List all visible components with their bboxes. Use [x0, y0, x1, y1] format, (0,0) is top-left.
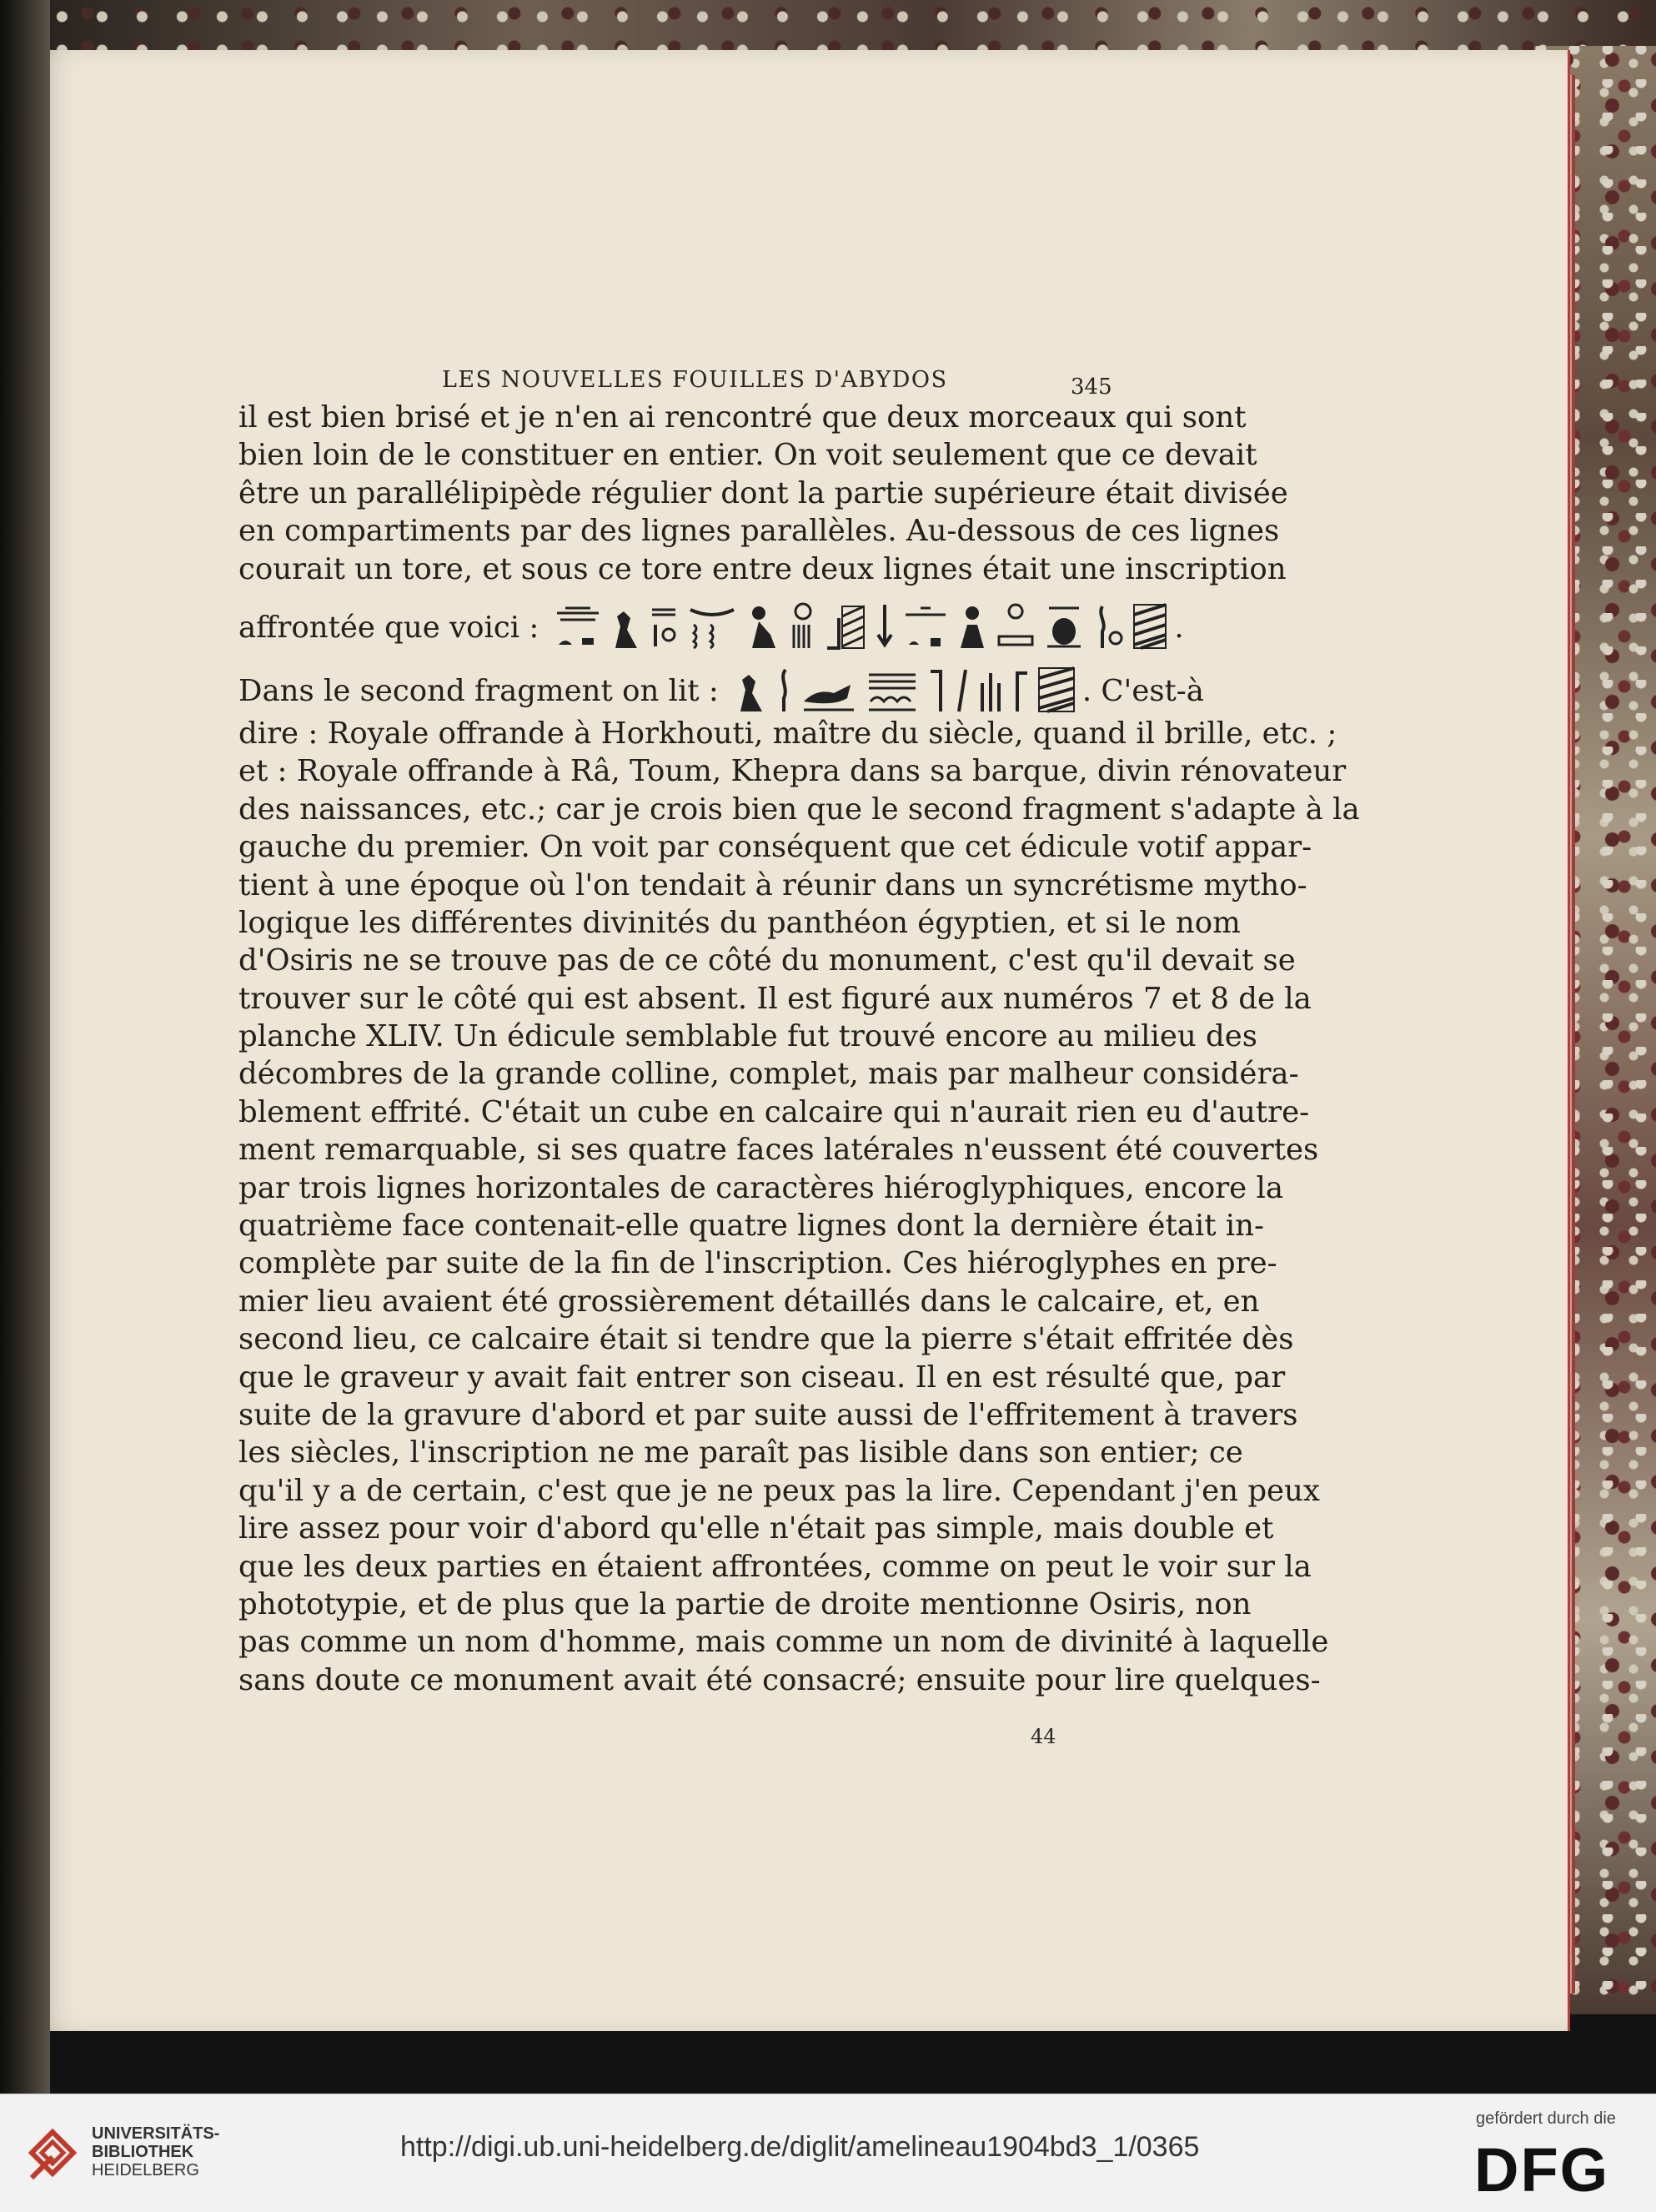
hieroglyph-line-2 — [238, 651, 1204, 715]
text-line: que le graveur y avait fait entrer son ciseau. Il en est résulté que, par — [238, 1360, 1286, 1395]
lacuna-hatching-icon — [1132, 601, 1167, 651]
running-header: LES NOUVELLES FOUILLES D'ABYDOS — [442, 367, 948, 393]
viewer-footer — [0, 2094, 1656, 2212]
text-line: sans doute ce monument avait été consacré; ensuite pour lire quelques- — [238, 1662, 1321, 1697]
hieroglyph-icon — [996, 601, 1036, 651]
text-line: ment remarquable, si ses quatre faces latérales n'eussent été couvertes — [238, 1133, 1319, 1168]
document-url-link[interactable]: http://digi.ub.uni-heidelberg.de/diglit/amelineau1904bd3_1/0365 — [400, 2131, 1200, 2163]
hieroglyph-icon — [874, 601, 896, 651]
text-line: d'Osiris ne se trouve pas de ce côté du monument, c'est qu'il devait se — [238, 943, 1296, 978]
hieroglyph-sequence-1 — [554, 601, 1167, 651]
hieroglyph-icon — [1092, 601, 1126, 651]
scarab-hieroglyph-icon — [1042, 601, 1086, 651]
text-line: gauche du premier. On voit par conséquent que cet édicule votif appar- — [238, 830, 1312, 865]
text-line: décombres de la grande colline, complet, mais par malheur considéra- — [238, 1057, 1299, 1092]
text-line: blement effrité. C'était un cube en calcaire qui n'aurait rien eu d'autre- — [238, 1094, 1310, 1129]
hieroglyph-icon — [956, 601, 989, 651]
bird-hieroglyph-icon — [800, 665, 857, 715]
hieroglyph-icon — [977, 665, 1006, 715]
hieroglyph-line-1-end: . — [1174, 610, 1184, 645]
book-gutter — [0, 0, 50, 2094]
text-line: trouver sur le côté qui est absent. Il est figuré aux numéros 7 et 8 de la — [238, 981, 1312, 1016]
hieroglyph-line-1-lead: affrontée que voici : — [238, 610, 539, 645]
text-line: second lieu, ce calcaire était si tendre que la pierre s'était effritée dès — [238, 1322, 1294, 1357]
text-line: pas comme un nom d'homme, mais comme un nom de divinité à laquelle — [238, 1625, 1329, 1660]
hieroglyph-icon — [824, 601, 867, 651]
hieroglyph-line-1 — [238, 588, 1184, 651]
text-line: être un parallélipipède régulier dont la partie supérieure était divisée — [238, 475, 1288, 510]
text-line: des naissances, etc.; car je crois bien que le second fragment s'adapte à la — [238, 792, 1360, 827]
ub-heidelberg-logo-icon[interactable] — [23, 2119, 82, 2186]
library-name[interactable] — [92, 2124, 219, 2179]
hieroglyph-line-2-lead: Dans le second fragment on lit : — [238, 673, 719, 708]
body-text — [238, 399, 1360, 1699]
dfg-logo[interactable]: DFG — [1474, 2135, 1610, 2204]
text-line: que les deux parties en étaient affrontées, comme on peut le voir sur la — [238, 1549, 1312, 1584]
text-line: logique les différentes divinités du panthéon égyptien, et si le nom — [238, 905, 1241, 940]
bird-hieroglyph-icon — [734, 665, 767, 715]
text-line: lire assez pour voir d'abord qu'elle n'était pas simple, mais double et — [238, 1511, 1274, 1546]
hieroglyph-icon — [927, 665, 947, 715]
hieroglyph-icon — [954, 665, 971, 715]
hieroglyph-icon — [902, 601, 949, 651]
text-line: et : Royale offrande à Râ, Toum, Khepra dans sa barque, divin rénovateur — [238, 754, 1347, 789]
library-name-line3: HEIDELBERG — [92, 2161, 199, 2179]
funded-by-label: gefördert durch die — [1476, 2109, 1616, 2128]
page-number: 345 — [1071, 375, 1112, 400]
text-line: mier lieu avaient été grossièrement détaillés dans le calcaire, et, en — [238, 1284, 1260, 1319]
text-line: complète par suite de la fin de l'inscription. Ces hiéroglyphes en pre- — [238, 1246, 1277, 1281]
hieroglyph-line-2-end: . C'est-à — [1081, 673, 1204, 708]
text-line: dire : Royale offrande à Horkhouti, maître du siècle, quand il brille, etc. ; — [238, 716, 1337, 751]
text-line: suite de la gravure d'abord et par suite aussi de l'effritement à travers — [238, 1397, 1298, 1432]
text-line: qu'il y a de certain, c'est que je ne peux pas la lire. Cependant j'en peux — [238, 1473, 1320, 1508]
hieroglyph-icon — [685, 601, 739, 651]
hieroglyph-icon — [864, 665, 921, 715]
hieroglyph-icon — [774, 665, 794, 715]
hieroglyph-icon — [1012, 665, 1031, 715]
signature-mark: 44 — [1031, 1725, 1056, 1748]
text-line: phototypie, et de plus que la partie de droite mentionne Osiris, non — [238, 1586, 1252, 1621]
library-name-line1: UNIVERSITÄTS- — [92, 2124, 220, 2143]
text-line: planche XLIV. Un édicule semblable fut trouvé encore au milieu des — [238, 1019, 1257, 1054]
text-line: bien loin de le constituer en entier. On voit seulement que ce devait — [238, 438, 1257, 473]
text-line: quatrième face contenait-elle quatre lignes dont la dernière était in- — [238, 1209, 1264, 1244]
text-line: courait un tore, et sous ce tore entre deux lignes était une inscription — [238, 551, 1287, 586]
text-line: en compartiments par des lignes parallèles. Au-dessous de ces lignes — [238, 514, 1280, 549]
library-name-line2: BIBLIOTHEK — [92, 2143, 194, 2161]
text-line: par trois lignes horizontales de caractères hiéroglyphiques, encore la — [238, 1170, 1283, 1205]
hieroglyph-icon — [554, 601, 602, 651]
hieroglyph-icon — [789, 601, 817, 651]
hieroglyph-icon — [745, 601, 782, 651]
text-line: tient à une époque où l'on tendait à réunir dans un syncrétisme mytho- — [238, 867, 1307, 902]
bird-hieroglyph-icon — [609, 601, 642, 651]
text-line: les siècles, l'inscription ne me paraît pas lisible dans son entier; ce — [238, 1435, 1243, 1470]
lacuna-hatching-icon — [1037, 665, 1076, 715]
text-line: il est bien brisé et je n'en ai rencontré que deux morceaux qui sont — [238, 400, 1247, 435]
hieroglyph-sequence-2 — [734, 665, 1076, 715]
hieroglyph-icon — [649, 601, 679, 651]
